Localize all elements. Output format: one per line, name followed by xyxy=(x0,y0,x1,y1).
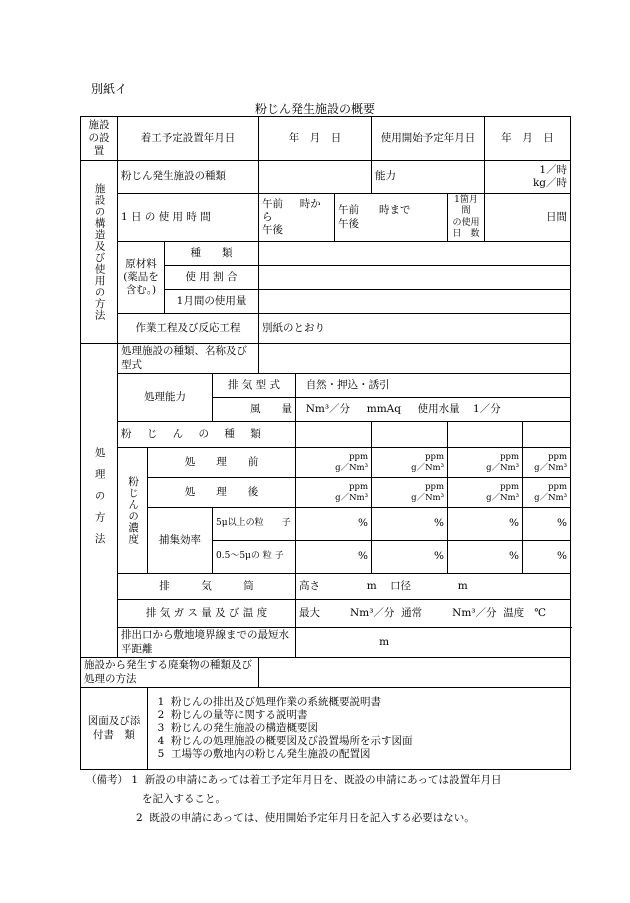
days-value[interactable]: 日間 xyxy=(485,194,571,242)
height-unit: m xyxy=(366,579,377,592)
exhaust-type-value[interactable] xyxy=(296,374,571,398)
notes-prefix: （備考） xyxy=(86,774,128,786)
dust-kind-1[interactable] xyxy=(296,422,372,448)
from-label: 時から xyxy=(262,197,321,223)
row-exhaust-type xyxy=(81,374,571,398)
efficiency-label: 捕集効率 xyxy=(148,508,213,574)
gnm3-unit: g／Nm³ xyxy=(335,492,369,503)
note-2-text: 既設の申請にあっては、使用開始予定年月日を記入する必要はない。 xyxy=(149,812,475,824)
ppm-unit: ppm xyxy=(548,451,568,462)
ppm-unit: ppm xyxy=(349,481,369,492)
note-1 xyxy=(86,771,502,790)
list-item xyxy=(151,696,567,709)
use-start-label: 使用開始予定年月日 xyxy=(372,117,485,161)
item-text: 粉じんの排出及び処理作業の系統概要説明書 xyxy=(171,695,381,708)
normal-label: 通常 xyxy=(401,606,423,619)
row-hours xyxy=(81,194,571,242)
treatment-header-text: 処理の方法 xyxy=(93,446,106,555)
height-label: 高さ xyxy=(299,579,320,592)
am-label: 午前 xyxy=(262,197,283,210)
until-label: 時まで xyxy=(379,204,411,217)
note-2 xyxy=(86,809,502,828)
before-label: 処 理 前 xyxy=(148,448,296,478)
list-item xyxy=(151,735,567,748)
eff-05um-label: 0.5〜5μの 粒 子 xyxy=(213,541,296,574)
attachments-list xyxy=(148,688,571,770)
ppm-unit: ppm xyxy=(548,481,568,492)
start-date-value[interactable]: 年 月 日 xyxy=(259,117,372,161)
before-4[interactable] xyxy=(523,448,571,478)
raw-ratio-label: 使 用 割 合 xyxy=(165,266,259,290)
row-facility-kind xyxy=(81,344,571,374)
airflow-unit: Nm³／分 xyxy=(305,402,351,415)
item-no: 1 xyxy=(157,695,165,708)
row-dust-kind xyxy=(81,422,571,448)
max-unit: Nm³／分 xyxy=(350,606,395,619)
dust-kind-label: 粉 じ ん の 種 類 xyxy=(118,422,296,448)
process-label: 作業工程及び反応工程 xyxy=(118,314,259,344)
eff-5um-2[interactable]: % xyxy=(372,508,448,541)
pm-label: 午後 xyxy=(262,224,283,237)
dust-kind-3[interactable] xyxy=(448,422,523,448)
facility-summary-table xyxy=(80,116,571,770)
gnm3-unit: g／Nm³ xyxy=(411,492,445,503)
eff-05um-2[interactable]: % xyxy=(372,541,448,574)
item-text: 工場等の敷地内の粉じん発生施設の配置図 xyxy=(171,748,371,761)
ppm-unit: ppm xyxy=(500,451,520,462)
temp-unit: ℃ xyxy=(534,606,546,619)
kind-label: 粉じん発生施設の種類 xyxy=(118,161,259,194)
raw-kind-label: 種 類 xyxy=(165,242,259,266)
exhaust-type-label: 排 気 型 式 xyxy=(213,374,296,398)
row-before xyxy=(81,448,571,478)
water-label: 使用水量 xyxy=(417,402,460,415)
note-1-no: 1 xyxy=(131,774,139,786)
diameter-unit: m xyxy=(457,579,468,592)
gas-value[interactable] xyxy=(296,600,571,628)
process-value[interactable]: 別紙のとおり xyxy=(259,314,571,344)
concentration-label xyxy=(118,448,148,574)
eff-5um-4[interactable]: % xyxy=(523,508,571,541)
list-item xyxy=(151,709,567,722)
capacity-unit-1: 1／時 xyxy=(539,163,568,176)
after-2[interactable] xyxy=(372,478,448,508)
ppm-unit: ppm xyxy=(425,451,445,462)
item-no: 2 xyxy=(157,708,165,721)
normal-unit: Nm³／分 xyxy=(452,606,497,619)
month-days-line3: 日 数 xyxy=(452,228,480,239)
attachments-label: 図面及び添付書 類 xyxy=(81,688,148,770)
eff-5um-1[interactable]: % xyxy=(296,508,372,541)
concentration-label-text: 粉じんの濃度 xyxy=(127,476,140,545)
capacity-treat-label: 処理能力 xyxy=(118,374,213,422)
raw-material-label: 原材料(薬品を含む。) xyxy=(118,242,165,314)
airflow-label: 風 量 xyxy=(213,398,296,422)
hours-label: 1 日 の 使 用 時 間 xyxy=(118,194,259,242)
waste-label: 施設から発生する廃棄物の種類及び処理の方法 xyxy=(81,658,259,688)
row-stack xyxy=(81,574,571,600)
row-process xyxy=(81,314,571,344)
row-distance xyxy=(81,628,571,658)
eff-5um-label: 5μ以上の粒 子 xyxy=(213,508,296,541)
facility-kind-label: 処理施設の種類、名称及び型式 xyxy=(118,344,259,374)
after-4[interactable] xyxy=(523,478,571,508)
item-text: 粉じんの処理施設の概要図及び設置場所を示す図面 xyxy=(171,735,413,748)
gnm3-unit: g／Nm³ xyxy=(534,462,568,473)
page-label: 別紙イ xyxy=(91,82,128,96)
capacity-unit-2: kg／時 xyxy=(532,177,568,189)
pm-label-2: 午後 xyxy=(338,217,359,230)
note-1-line2: を記入すること。 xyxy=(142,793,226,805)
gnm3-unit: g／Nm³ xyxy=(486,462,520,473)
airflow-value[interactable] xyxy=(296,398,571,422)
stack-value[interactable] xyxy=(296,574,571,600)
eff-05um-1[interactable]: % xyxy=(296,541,372,574)
gas-label: 排 気 ガ ス 量 及 び 温 度 xyxy=(118,600,296,628)
note-1-line1: 新設の申請にあっては着工予定年月日を、既設の申請にあっては設置年月日 xyxy=(144,774,502,786)
item-text: 粉じんの発生施設の構造概要図 xyxy=(171,721,318,734)
row-waste xyxy=(81,658,571,688)
temp-label: 温度 xyxy=(503,606,525,619)
row-after xyxy=(81,478,571,508)
hours-from[interactable] xyxy=(259,194,335,242)
treatment-header xyxy=(81,344,118,658)
page-title: 粉じん発生施設の概要 xyxy=(254,102,375,116)
capacity-label: 能力 xyxy=(372,161,485,194)
am-label-2: 午前 xyxy=(338,204,359,217)
month-days-line2: の使用 xyxy=(452,217,480,228)
kind-value[interactable] xyxy=(259,161,372,194)
raw-kind-value[interactable] xyxy=(259,242,571,266)
item-no: 5 xyxy=(157,748,165,761)
raw-ratio-value[interactable] xyxy=(259,266,571,290)
item-no: 4 xyxy=(157,735,165,748)
notes xyxy=(86,771,502,828)
row-eff-5um xyxy=(81,508,571,541)
setting-header: 施設の設置 xyxy=(81,117,118,161)
note-2-no: 2 xyxy=(136,812,143,824)
month-days-line1: 1箇月間 xyxy=(454,195,478,217)
row-kind xyxy=(81,161,571,194)
gnm3-unit: g／Nm³ xyxy=(486,492,520,503)
after-1[interactable] xyxy=(296,478,372,508)
row-attachments xyxy=(81,688,571,770)
use-start-value[interactable]: 年 月 日 xyxy=(485,117,571,161)
item-text: 粉じんの量等に関する説明書 xyxy=(171,708,308,721)
ppm-unit: ppm xyxy=(500,481,520,492)
distance-unit: m xyxy=(379,635,390,648)
eff-05um-3[interactable]: % xyxy=(448,541,523,574)
before-2[interactable] xyxy=(372,448,448,478)
exhaust-type-options: 自然・押込・誘引 xyxy=(305,378,390,391)
structure-header xyxy=(81,161,118,344)
after-label: 処 理 後 xyxy=(148,478,296,508)
start-date-label: 着工予定設置年月日 xyxy=(118,117,259,161)
item-no: 3 xyxy=(157,721,165,734)
eff-5um-3[interactable]: % xyxy=(448,508,523,541)
list-item xyxy=(151,722,567,735)
ppm-unit: ppm xyxy=(425,481,445,492)
eff-05um-4[interactable]: % xyxy=(523,541,571,574)
note-1-cont xyxy=(86,790,502,809)
diameter-label: 口径 xyxy=(390,579,412,592)
facility-kind-value[interactable] xyxy=(259,344,571,374)
structure-header-text: 施設の構造及び使用の方法 xyxy=(93,183,106,321)
before-1[interactable] xyxy=(296,448,372,478)
stack-label: 排 気 筒 xyxy=(118,574,296,600)
row-gas xyxy=(81,600,571,628)
after-3[interactable] xyxy=(448,478,523,508)
gnm3-unit: g／Nm³ xyxy=(411,462,445,473)
water-unit: 1／分 xyxy=(473,402,501,415)
dust-kind-4[interactable] xyxy=(523,422,571,448)
raw-monthly-label: 1月間の使用量 xyxy=(165,290,259,314)
row-setting xyxy=(81,117,571,161)
pressure-unit: mmAq xyxy=(366,402,401,415)
ppm-unit: ppm xyxy=(349,451,369,462)
distance-label: 排出口から敷地境界線までの最短水平距離 xyxy=(118,628,296,658)
before-3[interactable] xyxy=(448,448,523,478)
list-item xyxy=(151,748,567,761)
dust-kind-2[interactable] xyxy=(372,422,448,448)
max-label: 最大 xyxy=(299,606,320,619)
month-days-label xyxy=(448,194,485,242)
gnm3-unit: g／Nm³ xyxy=(534,492,568,503)
waste-value[interactable] xyxy=(259,658,571,688)
distance-value[interactable] xyxy=(296,628,571,658)
hours-until[interactable] xyxy=(335,194,448,242)
row-raw-kind xyxy=(81,242,571,266)
raw-monthly-value[interactable] xyxy=(259,290,571,314)
capacity-value[interactable] xyxy=(485,161,571,194)
gnm3-unit: g／Nm³ xyxy=(335,462,369,473)
